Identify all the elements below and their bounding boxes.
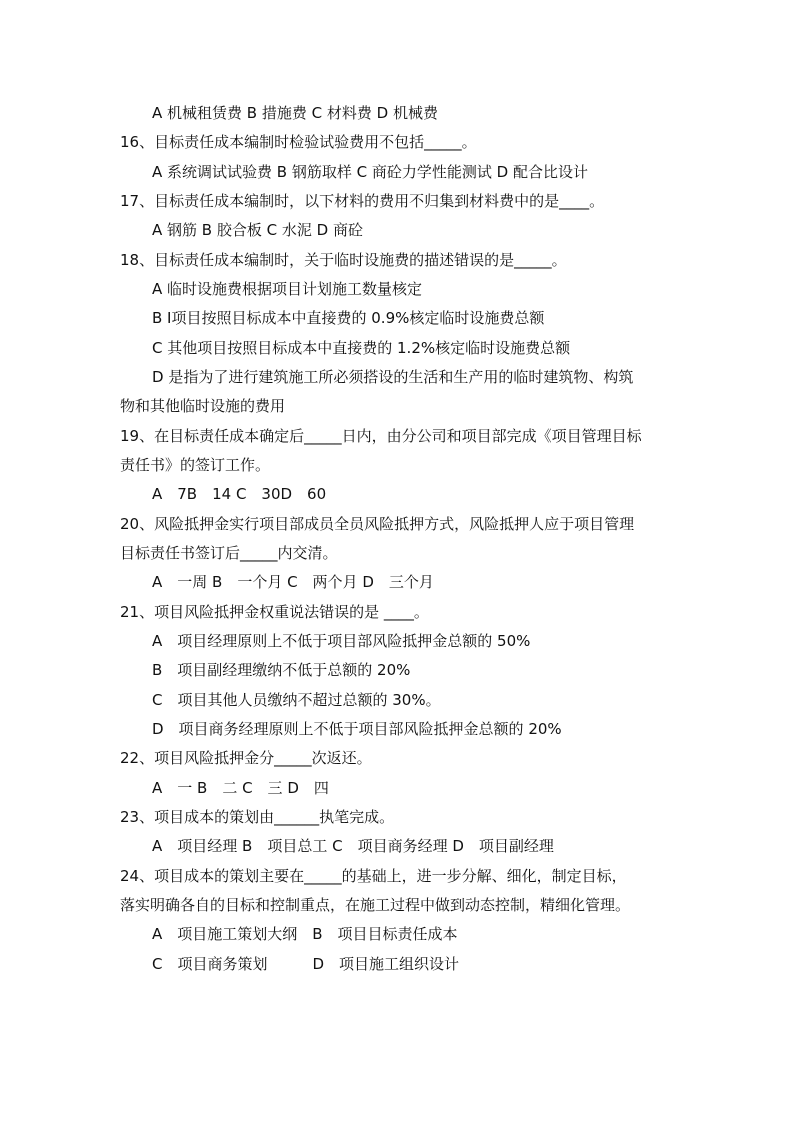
option-line: D 是指为了进行建筑施工所必须搭设的生活和生产用的临时建筑物、构筑 xyxy=(152,368,634,386)
question-continuation-line: 落实明确各自的目标和控制重点，在施工过程中做到动态控制，精细化管理。 xyxy=(120,896,631,914)
option-line: A 机械租赁费 B 措施费 C 材料费 D 机械费 xyxy=(152,104,438,122)
option-line: A 项目经理原则上不低于项目部风险抵押金总额的 50% xyxy=(152,632,531,650)
question-line: 20、风险抵押金实行项目部成员全员风险抵押方式，风险抵押人应于项目管理 xyxy=(120,515,635,533)
option-line: A 7B 14 C 30D 60 xyxy=(152,485,327,503)
question-line: 17、目标责任成本编制时，以下材料的费用不归集到材料费中的是____。 xyxy=(120,192,605,210)
option-line: C 项目商务策划 D 项目施工组织设计 xyxy=(152,955,460,973)
option-line: A 一 B 二 C 三 D 四 xyxy=(152,779,329,797)
question-line: 21、项目风险抵押金权重说法错误的是 ____。 xyxy=(120,603,429,621)
question-line: 22、项目风险抵押金分_____次返还。 xyxy=(120,749,372,767)
question-continuation-line: 责任书》的签订工作。 xyxy=(120,456,271,474)
option-line: A 钢筋 B 胶合板 C 水泥 D 商砼 xyxy=(152,221,363,239)
question-continuation-line: 目标责任书签订后_____内交清。 xyxy=(120,544,338,562)
question-line: 18、目标责任成本编制时，关于临时设施费的描述错误的是_____。 xyxy=(120,251,567,269)
option-line: D 项目商务经理原则上不低于项目部风险抵押金总额的 20% xyxy=(152,720,562,738)
option-line: A 临时设施费根据项目计划施工数量核定 xyxy=(152,280,423,298)
question-line: 23、项目成本的策划由______执笔完成。 xyxy=(120,808,395,826)
option-line: A 项目施工策划大纲 B 项目目标责任成本 xyxy=(152,925,458,943)
option-line: A 系统调试试验费 B 钢筋取样 C 商砼力学性能测试 D 配合比设计 xyxy=(152,163,588,181)
option-line: B 项目副经理缴纳不低于总额的 20% xyxy=(152,661,411,679)
option-line: C 其他项目按照目标成本中直接费的 1.2%核定临时设施费总额 xyxy=(152,339,571,357)
question-line: 24、项目成本的策划主要在_____的基础上，进一步分解、细化，制定目标， xyxy=(120,867,627,885)
option-line: C 项目其他人员缴纳不超过总额的 30%。 xyxy=(152,691,441,709)
option-line: A 一周 B 一个月 C 两个月 D 三个月 xyxy=(152,573,434,591)
option-line: B Ⅰ项目按照目标成本中直接费的 0.9%核定临时设施费总额 xyxy=(152,309,545,327)
option-line: A 项目经理 B 项目总工 C 项目商务经理 D 项目副经理 xyxy=(152,837,554,855)
option-continuation-line: 物和其他临时设施的费用 xyxy=(120,397,286,415)
question-line: 19、在目标责任成本确定后_____日内，由分公司和项目部完成《项目管理目标 xyxy=(120,427,642,445)
question-line: 16、目标责任成本编制时检验试验费用不包括_____。 xyxy=(120,133,477,151)
